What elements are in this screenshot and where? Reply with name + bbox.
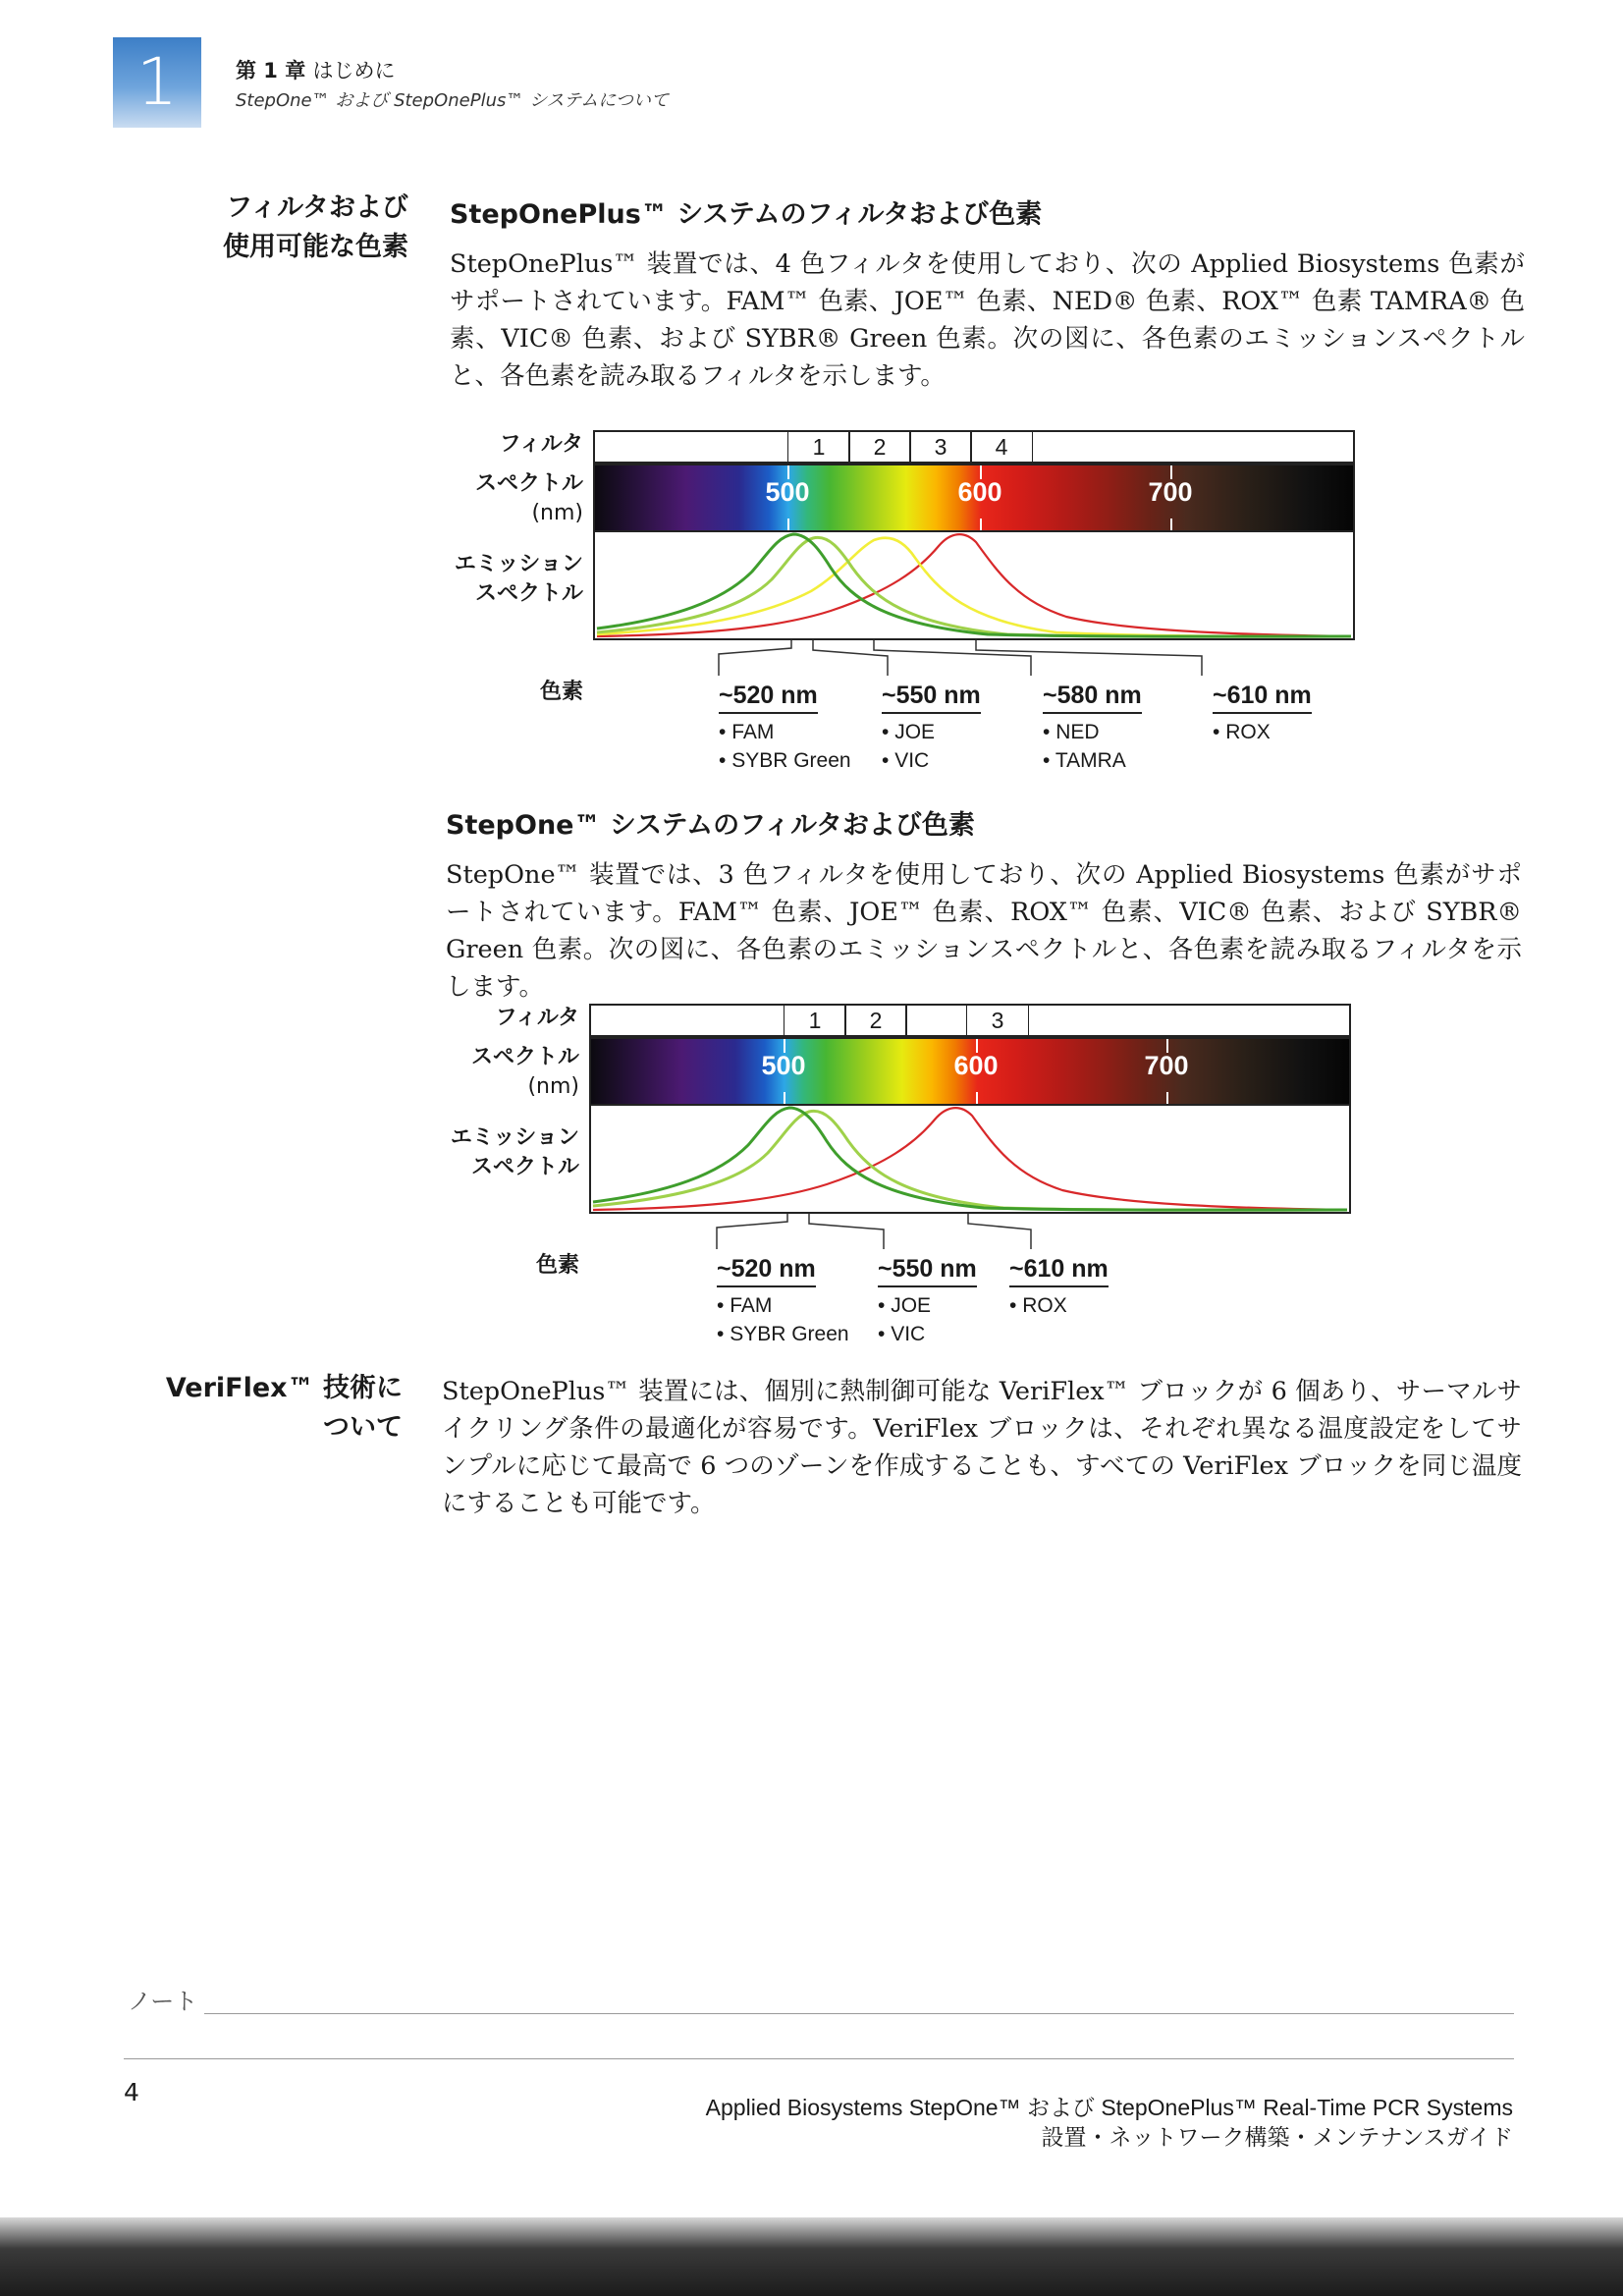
- spectrum-bar: [589, 1037, 1351, 1106]
- side-heading-line-1: VeriFlex™ 技術に: [165, 1373, 403, 1403]
- filter-strip: [593, 430, 1355, 464]
- emission-curves: [595, 532, 1353, 638]
- dye-item: • VIC: [878, 1320, 977, 1348]
- dye-item: • FAM: [717, 1291, 849, 1320]
- dye-item: • TAMRA: [1043, 746, 1142, 775]
- dye-item: • JOE: [878, 1291, 977, 1320]
- dye-item: • ROX: [1009, 1291, 1109, 1320]
- curve-rox: [593, 1108, 1347, 1210]
- curve-ned: [597, 538, 1351, 636]
- tick-mark-700-bottom: [1166, 1092, 1168, 1104]
- tick-label-600: 600: [957, 477, 1002, 507]
- figure-label-emission-line-2: スペクトル: [474, 581, 583, 606]
- figure-label-spectrum-line-1: スペクトル: [470, 1045, 579, 1069]
- filter-strip: [589, 1004, 1351, 1037]
- figure-label-filter: フィルタ: [495, 1006, 579, 1030]
- figure-label-emission: [373, 1123, 579, 1182]
- dye-group-520: [717, 1255, 849, 1348]
- section-heading-stepone: StepOne™ システムのフィルタおよび色素: [446, 810, 975, 841]
- chapter-title-text: はじめに: [312, 59, 396, 82]
- dye-item: • FAM: [719, 718, 851, 746]
- dye-wavelength: ~610 nm: [1009, 1255, 1109, 1287]
- dye-item: • SYBR Green: [717, 1320, 849, 1348]
- filter-cell-3: 3: [909, 432, 972, 462]
- curve-joe: [593, 1111, 1347, 1210]
- dye-wavelength: ~580 nm: [1043, 682, 1142, 714]
- section-body-veriflex: StepOnePlus™ 装置には、個別に熱制御可能な VeriFlex™ ブロックが 6 個あり、サーマルサイクリング条件の最適化が容易です。VeriFlex ブロックは、それぞれ異なる温度設定をしてサンプルに応じて最高で 6 つのゾーンを作成することも、すべての VeriFlex ブロックを同じ温度にすることも可能です。: [442, 1377, 1522, 1518]
- spectrum-bar: [593, 464, 1355, 532]
- scan-bottom-edge: [0, 2217, 1623, 2296]
- figure-label-emission-line-1: エミッション: [450, 1125, 579, 1150]
- section-heading-stepone-plus: StepOnePlus™ システムのフィルタおよび色素: [450, 199, 1043, 230]
- dye-item: • SYBR Green: [719, 746, 851, 775]
- chapter-subtitle: StepOne™ および StepOnePlus™ システムについて: [236, 90, 669, 111]
- emission-curves: [591, 1106, 1349, 1212]
- tick-label-500: 500: [761, 1051, 806, 1080]
- note-line: [204, 2013, 1514, 2014]
- filter-cell-4: 4: [970, 432, 1033, 462]
- figure-label-spectrum: [373, 1043, 579, 1102]
- tick-mark-600-bottom: [980, 519, 982, 530]
- dye-group-610: [1213, 682, 1312, 746]
- dye-wavelength: ~610 nm: [1213, 682, 1312, 714]
- dye-wavelength: ~550 nm: [882, 682, 981, 714]
- dye-wavelength: ~520 nm: [717, 1255, 816, 1287]
- figure-stepone-plus: [373, 428, 1355, 782]
- chapter-number: 1: [136, 44, 178, 120]
- dye-leader-lines: [593, 640, 1355, 680]
- tick-label-700: 700: [1148, 477, 1193, 507]
- filter-cell-2: 2: [848, 432, 911, 462]
- side-heading-line-2: ついて: [323, 1412, 403, 1443]
- emission-panel: [589, 1106, 1351, 1214]
- tick-mark-500-bottom: [784, 1092, 785, 1104]
- dye-group-580: [1043, 682, 1142, 775]
- figure-stepone: [373, 1002, 1355, 1355]
- dye-leader-lines: [589, 1214, 1351, 1253]
- footer-rule: [124, 2058, 1514, 2059]
- figure-label-spectrum-line-2: (nm): [531, 501, 583, 525]
- side-heading-filters: [147, 189, 408, 267]
- figure-label-spectrum-line-2: (nm): [527, 1074, 579, 1099]
- chapter-title: [236, 55, 396, 84]
- dye-wavelength: ~550 nm: [878, 1255, 977, 1287]
- figure-label-emission-line-2: スペクトル: [470, 1155, 579, 1179]
- filter-cell-1: 1: [784, 1006, 846, 1035]
- tick-mark-500-bottom: [787, 519, 789, 530]
- figure-label-spectrum: [373, 469, 583, 528]
- figure-label-dye: 色素: [535, 1253, 579, 1278]
- dye-group-520: [719, 682, 851, 775]
- figure-label-emission-line-1: エミッション: [454, 552, 583, 576]
- curve-fam: [593, 1108, 1347, 1210]
- tick-mark-700-bottom: [1170, 519, 1172, 530]
- footer-guide-title: 設置・ネットワーク構築・メンテナンスガイド: [1041, 2125, 1513, 2151]
- filter-cell-2: 2: [844, 1006, 907, 1035]
- section-body-stepone: StepOne™ 装置では、3 色フィルタを使用しており、次の Applied Biosystems 色素がサポートされています。FAM™ 色素、JOE™ 色素、ROX™ 色素、VIC® 色素、および SYBR® Green 色素。次の図に、各色素のエミッションスペクトルと、各色素を読み取るフィルタを示します。: [446, 860, 1522, 1002]
- note-label: ノート: [128, 1988, 198, 2015]
- dye-item: • ROX: [1213, 718, 1312, 746]
- side-heading-veriflex: [118, 1369, 403, 1448]
- tick-label-600: 600: [953, 1051, 999, 1080]
- figure-label-emission: [373, 550, 583, 609]
- emission-panel: [593, 532, 1355, 640]
- chapter-label: 第 1 章: [236, 59, 306, 82]
- dye-group-550: [878, 1255, 977, 1348]
- dye-item: • NED: [1043, 718, 1142, 746]
- tick-label-500: 500: [765, 477, 810, 507]
- figure-label-filter: フィルタ: [499, 432, 583, 457]
- dye-group-610: [1009, 1255, 1109, 1320]
- side-heading-line-2: 使用可能な色素: [223, 232, 408, 262]
- tick-label-700: 700: [1144, 1051, 1189, 1080]
- dye-group-550: [882, 682, 981, 775]
- figure-label-spectrum-line-1: スペクトル: [474, 471, 583, 496]
- footer-product-title: Applied Biosystems StepOne™ および StepOnePlus™ Real-Time PCR Systems: [705, 2095, 1513, 2120]
- dye-item: • VIC: [882, 746, 981, 775]
- filter-cell-1: 1: [787, 432, 850, 462]
- tick-mark-600-bottom: [976, 1092, 978, 1104]
- dye-wavelength: ~520 nm: [719, 682, 818, 714]
- filter-cell-blank: [905, 1006, 968, 1035]
- dye-item: • JOE: [882, 718, 981, 746]
- filter-cell-3: 3: [966, 1006, 1029, 1035]
- figure-label-dye: 色素: [539, 680, 583, 704]
- page-number: 4: [124, 2078, 139, 2106]
- side-heading-line-1: フィルタおよび: [226, 192, 408, 223]
- section-body-stepone-plus: StepOnePlus™ 装置では、4 色フィルタを使用しており、次の Applied Biosystems 色素がサポートされています。FAM™ 色素、JOE™ 色素、NED® 色素、ROX™ 色素 TAMRA® 色素、VIC® 色素、および SYBR® Green 色素。次の図に、各色素のエミッションスペクトルと、各色素を読み取るフィルタを示します。: [450, 249, 1525, 391]
